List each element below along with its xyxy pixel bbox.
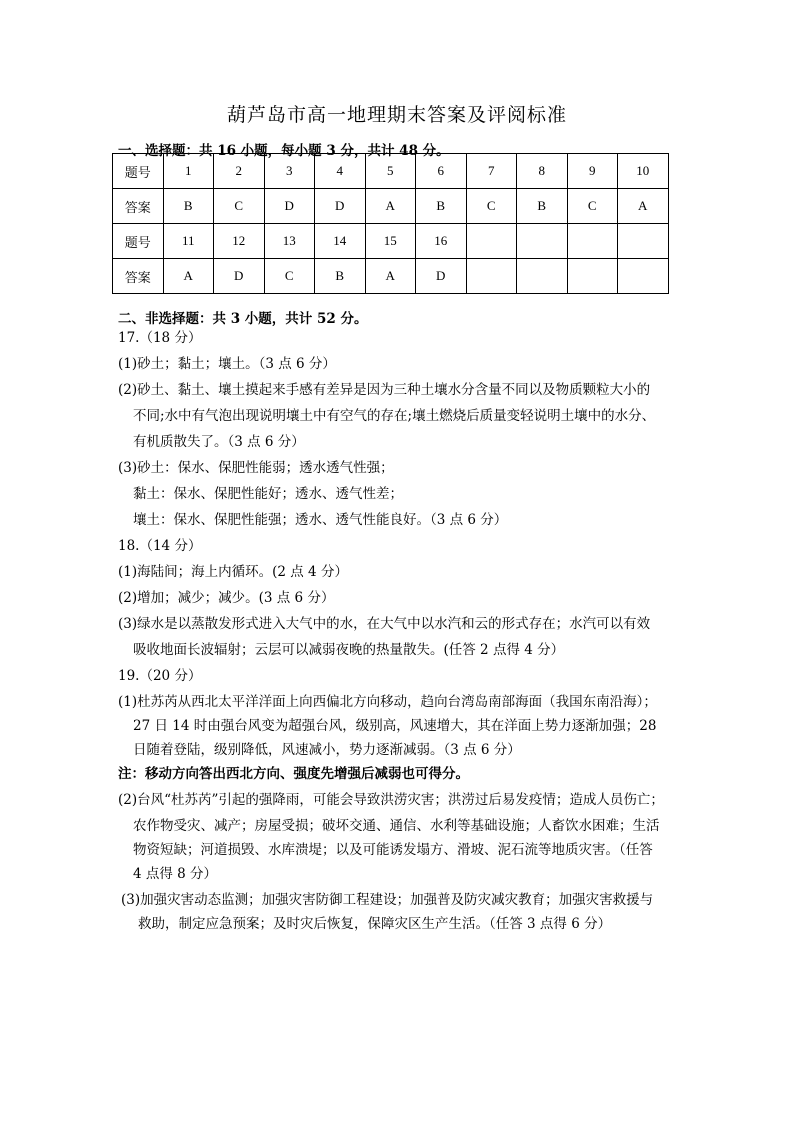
grading-note: 注：移动方向答出西北方向、强度先增强后减弱也可得分。 xyxy=(118,766,469,782)
answer-line: (1)海陆间；海上内循环。(2 点 4 分） xyxy=(118,564,348,580)
section-1-heading: 一、选择题：共 16 小题，每小题 3 分，共计 48 分。 xyxy=(118,143,450,159)
table-cell: 2 xyxy=(214,154,265,189)
answer-line: 有机质散失了。（3 点 6 分） xyxy=(133,434,305,450)
table-cell: 3 xyxy=(264,154,315,189)
section-2-heading: 二、非选择题：共 3 小题，共计 52 分。 xyxy=(118,311,368,327)
table-cell: D xyxy=(264,189,315,224)
answer-line: 4 点得 8 分） xyxy=(133,866,218,882)
row-label-question: 题号 xyxy=(113,224,164,259)
q17-heading: 17.（18 分） xyxy=(118,330,202,346)
table-cell xyxy=(618,224,669,259)
table-row xyxy=(113,189,669,224)
table-cell: C xyxy=(264,259,315,294)
answer-line: (3)绿水是以蒸散发形式进入大气中的水，在大气中以水汽和云的形式存在；水汽可以有效 xyxy=(118,616,651,632)
table-cell: 1 xyxy=(163,154,214,189)
table-cell: 6 xyxy=(416,154,467,189)
table-cell xyxy=(517,224,568,259)
answer-line: 壤土：保水、保肥性能强；透水、透气性能良好。（3 点 6 分） xyxy=(133,512,508,528)
table-cell: 8 xyxy=(517,154,568,189)
table-cell: 11 xyxy=(163,224,214,259)
table-cell: A xyxy=(163,259,214,294)
table-cell: D xyxy=(315,189,366,224)
table-cell: C xyxy=(567,189,618,224)
answer-line: 黏土：保水、保肥性能好；透水、透气性差； xyxy=(133,486,403,502)
answer-line: (2)增加；减少；减少。(3 点 6 分） xyxy=(118,590,335,606)
table-cell: 14 xyxy=(315,224,366,259)
answer-line: 物资短缺；河道损毁、水库溃堤；以及可能诱发塌方、滑坡、泥石流等地质灾害。（任答 xyxy=(133,842,653,858)
answer-line: (2)台风“杜苏芮”引起的强降雨，可能会导致洪涝灾害；洪涝过后易发疫情；造成人员伤亡； xyxy=(118,792,664,808)
table-cell: 12 xyxy=(214,224,265,259)
table-cell: D xyxy=(416,259,467,294)
q19-heading: 19.（20 分） xyxy=(118,668,202,684)
answer-line: 27 日 14 时由强台风变为超强台风，级别高，风速增大，其在洋面上势力逐渐加强；28 xyxy=(133,718,657,734)
table-row xyxy=(113,224,669,259)
table-cell xyxy=(466,224,517,259)
table-cell: A xyxy=(618,189,669,224)
table-cell: B xyxy=(315,259,366,294)
answer-line: (1)砂土；黏土；壤土。（3 点 6 分） xyxy=(118,356,336,372)
table-cell: 13 xyxy=(264,224,315,259)
row-label-question: 题号 xyxy=(113,154,164,189)
answer-line: (3)加强灾害动态监测；加强灾害防御工程建设；加强普及防灾减灾教育；加强灾害救援与 xyxy=(121,892,654,908)
table-cell xyxy=(567,224,618,259)
table-cell: 4 xyxy=(315,154,366,189)
answer-table xyxy=(112,153,669,294)
table-cell xyxy=(517,259,568,294)
table-cell: A xyxy=(365,189,416,224)
table-cell: 16 xyxy=(416,224,467,259)
table-cell: B xyxy=(416,189,467,224)
table-cell: C xyxy=(466,189,517,224)
answer-line: 救助，制定应急预案；及时灾后恢复，保障灾区生产生活。（任答 3 点得 6 分） xyxy=(138,916,612,932)
table-cell: B xyxy=(517,189,568,224)
table-cell xyxy=(618,259,669,294)
table-cell: 5 xyxy=(365,154,416,189)
answer-line: 农作物受灾、减产；房屋受损；破坏交通、通信、水利等基础设施；人畜饮水困难；生活 xyxy=(133,818,660,834)
table-cell xyxy=(466,259,517,294)
answer-line: (2)砂土、黏土、壤土摸起来手感有差异是因为三种土壤水分含量不同以及物质颗粒大小的 xyxy=(118,382,651,398)
answer-line: 不同;水中有气泡出现说明壤土中有空气的存在;壤土燃烧后质量变轻说明土壤中的水分、 xyxy=(133,408,656,424)
table-cell: B xyxy=(163,189,214,224)
table-cell: A xyxy=(365,259,416,294)
answer-line: (3)砂土：保水、保肥性能弱；透水透气性强； xyxy=(118,460,394,476)
answer-line: 日随着登陆，级别降低，风速减小，势力逐渐减弱。（3 点 6 分） xyxy=(133,742,521,758)
row-label-answer: 答案 xyxy=(113,259,164,294)
table-row xyxy=(113,154,669,189)
table-cell: 7 xyxy=(466,154,517,189)
row-label-answer: 答案 xyxy=(113,189,164,224)
table-cell: 10 xyxy=(618,154,669,189)
table-cell xyxy=(567,259,618,294)
page-title: 葫芦岛市高一地理期末答案及评阅标准 xyxy=(226,104,567,126)
table-cell: D xyxy=(214,259,265,294)
table-row xyxy=(113,259,669,294)
q18-heading: 18.（14 分） xyxy=(118,538,202,554)
answer-line: (1)杜苏芮从西北太平洋洋面上向西偏北方向移动，趋向台湾岛南部海面（我国东南沿海）； xyxy=(118,694,657,710)
table-cell: C xyxy=(214,189,265,224)
answer-line: 吸收地面长波辐射；云层可以减弱夜晚的热量散失。(任答 2 点得 4 分） xyxy=(133,642,565,658)
table-cell: 15 xyxy=(365,224,416,259)
table-cell: 9 xyxy=(567,154,618,189)
